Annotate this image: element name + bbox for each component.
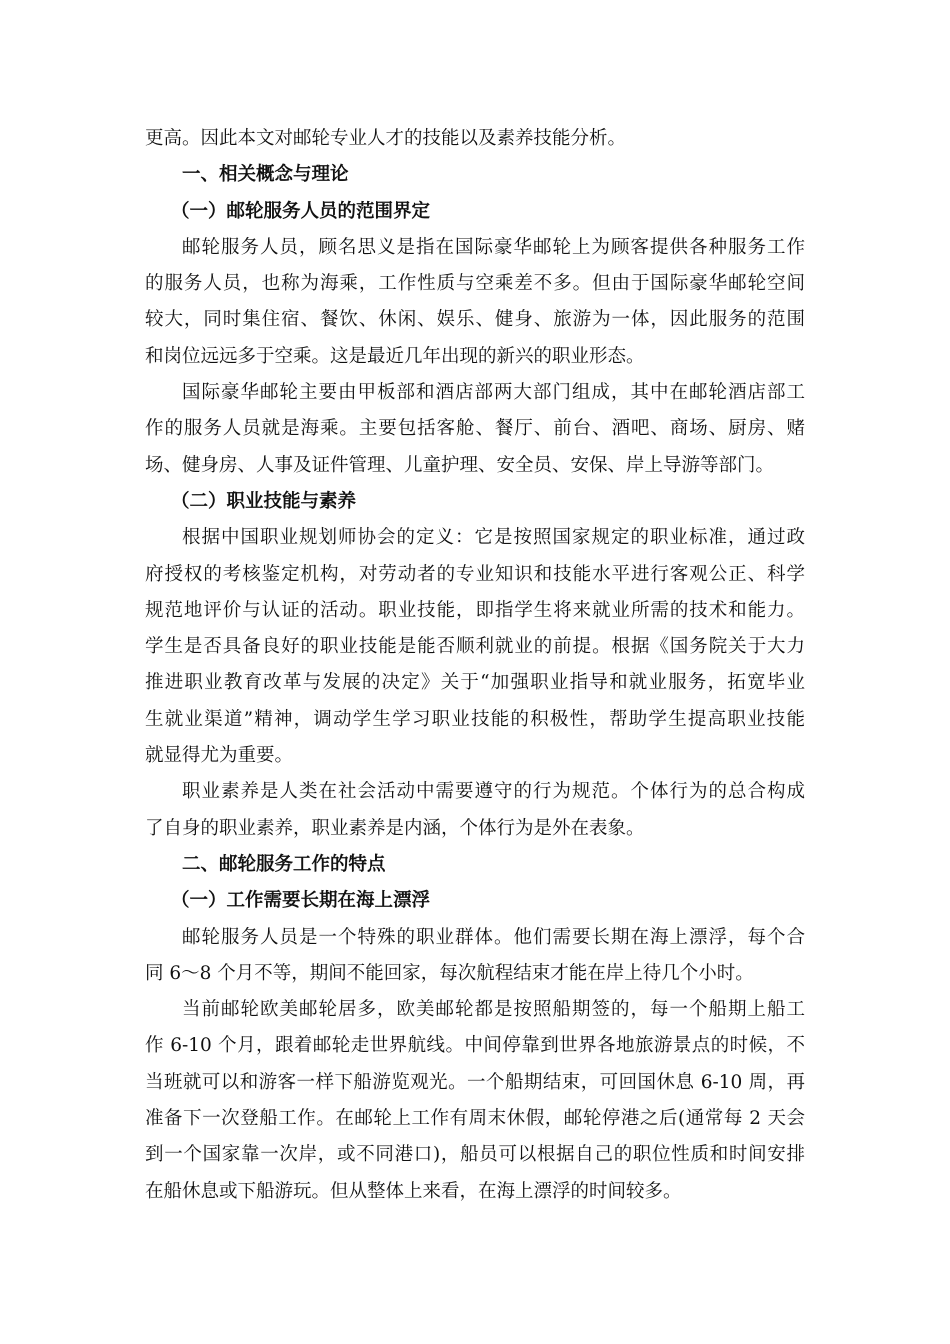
paragraph-line: 根据中国职业规划师协会的定义：它是按照国家规定的职业标准，通过政 [182, 527, 805, 549]
paragraph-line: 在船休息或下船游玩。但从整体上来看，在海上漂浮的时间较多。 [145, 1180, 682, 1202]
subsection-heading: （一）邮轮服务人员的范围界定 [171, 200, 431, 222]
paragraph-line: 更高。因此本文对邮轮专业人才的技能以及素养技能分析。 [145, 128, 627, 149]
paragraph-line: 就显得尤为重要。 [145, 745, 294, 767]
section-heading: 一、相关概念与理论 [182, 164, 349, 186]
document-body [145, 121, 805, 1210]
paragraph-line: 职业素养是人类在社会活动中需要遵守的行为规范。个体行为的总合构成 [182, 781, 805, 803]
paragraph-line: 到一个国家靠一次岸，或不同港口)，船员可以根据自己的职位性质和时间安排 [145, 1144, 805, 1166]
paragraph-line: 和岗位远远多于空乘。这是最近几年出现的新兴的职业形态。 [145, 345, 645, 367]
paragraph-line: 了自身的职业素养，职业素养是内涵，个体行为是外在表象。 [145, 817, 645, 839]
subsection-heading: （二）职业技能与素养 [171, 490, 357, 512]
paragraph-line: 场、健身房、人事及证件管理、儿童护理、安全员、安保、岸上导游等部门。 [145, 454, 775, 476]
paragraph-line: 邮轮服务人员，顾名思义是指在国际豪华邮轮上为顾客提供各种服务工作 [182, 236, 805, 258]
paragraph-line: 生就业渠道”精神，调动学生学习职业技能的积极性，帮助学生提高职业技能 [145, 708, 805, 730]
paragraph-line: 国际豪华邮轮主要由甲板部和酒店部两大部门组成，其中在邮轮酒店部工 [182, 382, 805, 404]
paragraph-line: 府授权的考核鉴定机构，对劳动者的专业知识和技能水平进行客观公正、科学 [145, 563, 805, 585]
paragraph-line: 学生是否具备良好的职业技能是能否顺利就业的前提。根据《国务院关于大力 [145, 636, 805, 658]
paragraph-line: 同 6～8 个月不等，期间不能回家，每次航程结束才能在岸上待几个小时。 [145, 962, 754, 984]
paragraph-line: 规范地评价与认证的活动。职业技能，即指学生将来就业所需的技术和能力。 [145, 599, 805, 621]
section-heading: 二、邮轮服务工作的特点 [182, 853, 386, 875]
paragraph-line: 当班就可以和游客一样下船游览观光。一个船期结束，可回国休息 6-10 周，再 [145, 1071, 805, 1093]
paragraph-line: 作的服务人员就是海乘。主要包括客舱、餐厅、前台、酒吧、商场、厨房、赌 [145, 418, 805, 440]
paragraph-line: 作 6-10 个月，跟着邮轮走世界航线。中间停靠到世界各地旅游景点的时候，不 [145, 1035, 805, 1057]
paragraph-line: 准备下一次登船工作。在邮轮上工作有周末休假，邮轮停港之后(通常每 2 天会 [145, 1108, 805, 1130]
paragraph-line: 的服务人员，也称为海乘，工作性质与空乘差不多。但由于国际豪华邮轮空间 [145, 273, 805, 295]
paragraph-line: 较大，同时集住宿、餐饮、休闲、娱乐、健身、旅游为一体，因此服务的范围 [145, 309, 805, 331]
paragraph-line: 当前邮轮欧美邮轮居多，欧美邮轮都是按照船期签的，每一个船期上船工 [182, 999, 805, 1021]
subsection-heading: （一）工作需要长期在海上漂浮 [171, 890, 431, 912]
paragraph-line: 邮轮服务人员是一个特殊的职业群体。他们需要长期在海上漂浮，每个合 [182, 926, 805, 948]
paragraph-line: 推进职业教育改革与发展的决定》关于“加强职业指导和就业服务，拓宽毕业 [145, 672, 805, 694]
